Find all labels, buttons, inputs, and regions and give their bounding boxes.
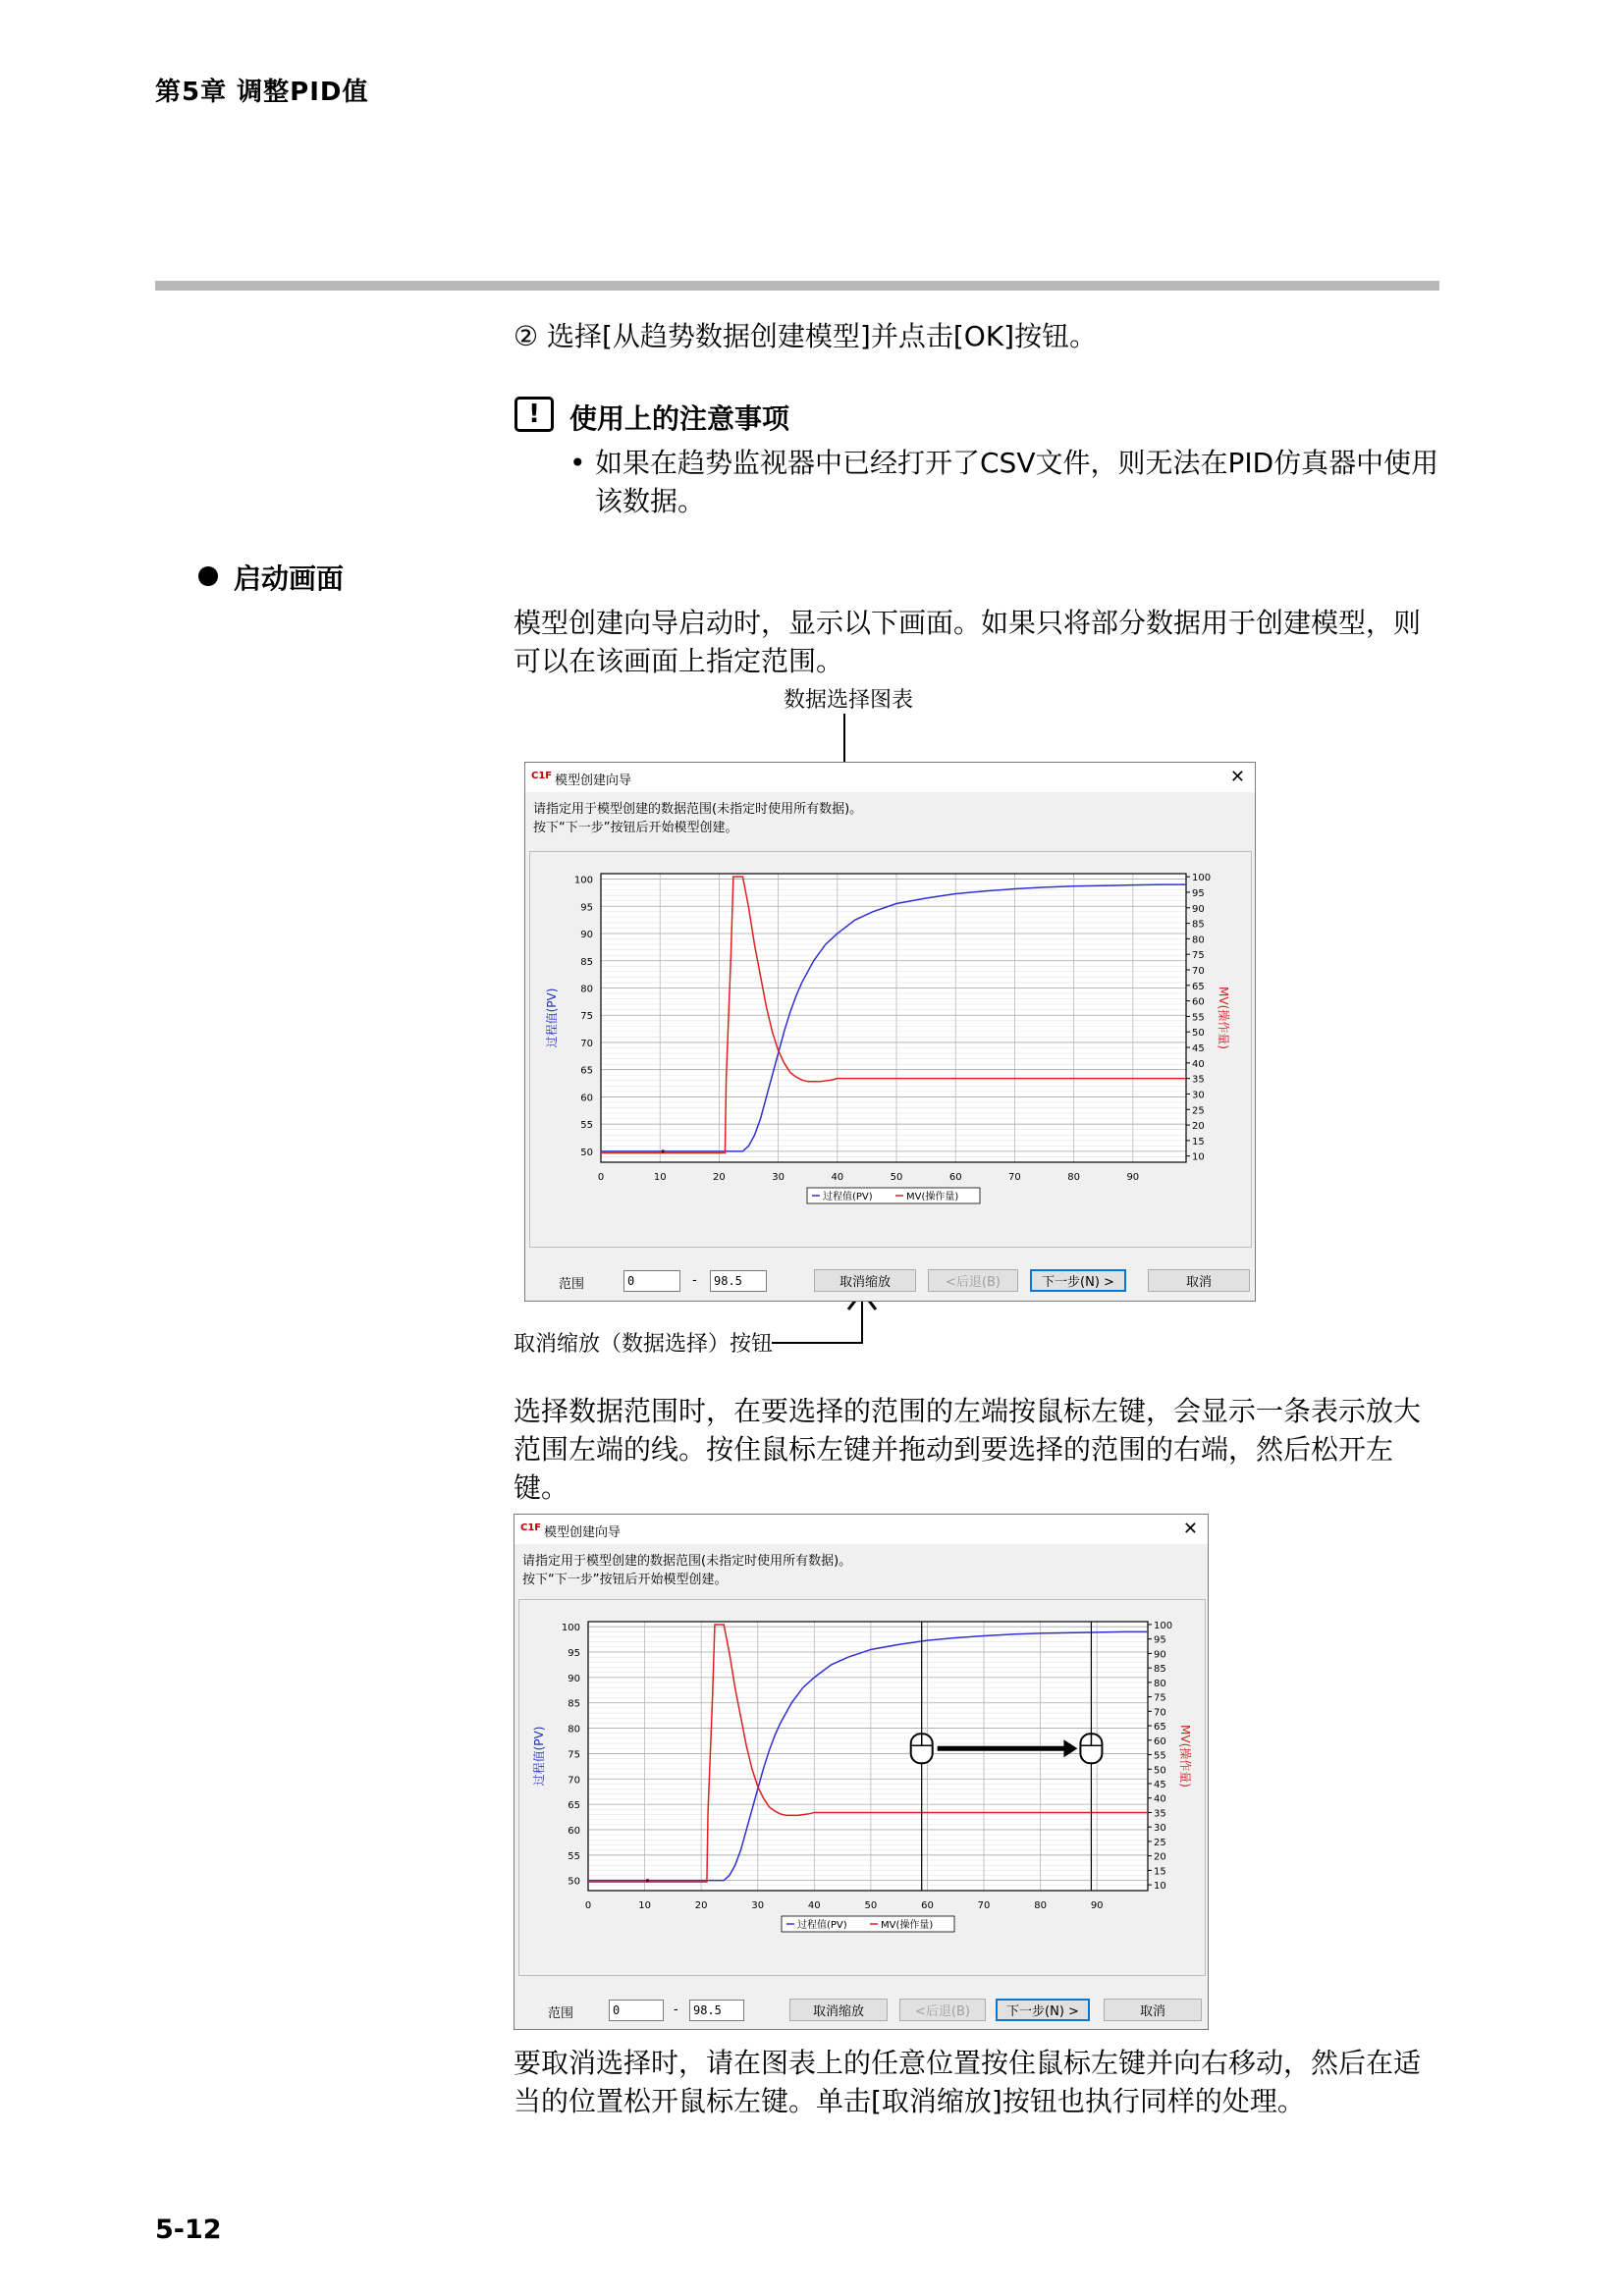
- x-tick-label: 0: [584, 1900, 592, 1911]
- y2-tick-label: 80: [1192, 934, 1205, 946]
- y2-tick-label: 50: [1192, 1028, 1205, 1040]
- y-tick-label: 60: [580, 1093, 593, 1104]
- range-start-input[interactable]: 0: [623, 1270, 680, 1292]
- y-tick-label: 75: [568, 1749, 580, 1761]
- range-end-input[interactable]: 98.5: [689, 2000, 744, 2021]
- y-tick-label: 95: [580, 902, 593, 914]
- dialog-message-line2: 按下“下一步”按钮后开始模型创建。: [533, 821, 738, 835]
- y2-tick-label: 85: [1192, 919, 1205, 931]
- data-selection-chart[interactable]: [519, 1600, 1207, 1977]
- dialog-message: [533, 800, 862, 837]
- mouse-icon: [911, 1734, 933, 1763]
- close-icon[interactable]: ✕: [1182, 1519, 1198, 1539]
- y-tick-label: 75: [580, 1011, 593, 1023]
- y2-tick-label: 30: [1154, 1823, 1166, 1835]
- x-tick-label: 40: [807, 1900, 821, 1911]
- y2-tick-label: 25: [1192, 1105, 1205, 1117]
- y2-tick-label: 10: [1192, 1151, 1205, 1163]
- y2-tick-label: 65: [1154, 1722, 1166, 1734]
- y2-tick-label: 55: [1154, 1750, 1166, 1762]
- y-tick-label: 70: [568, 1775, 580, 1787]
- cancel-paragraph: 要取消选择时，请在图表上的任意位置按住鼠标左键并向右移动，然后在适当的位置松开鼠标左键。单击[取消缩放]按钮也执行同样的处理。: [514, 2047, 1422, 2117]
- x-tick-label: 90: [1090, 1900, 1104, 1911]
- y-tick-label: 70: [580, 1038, 593, 1049]
- section-title: 启动画面: [234, 562, 345, 595]
- x-tick-label: 70: [977, 1900, 991, 1911]
- next-button[interactable]: 下一步(N) >: [996, 1999, 1090, 2021]
- intro-paragraph: 模型创建向导启动时，显示以下画面。如果只将部分数据用于创建模型，则可以在该画面上指定范围。: [514, 607, 1422, 677]
- cancel-button[interactable]: 取消: [1104, 1999, 1202, 2021]
- y2-tick-label: 60: [1154, 1735, 1166, 1747]
- dialog-title: 模型创建向导: [555, 774, 632, 788]
- x-tick-label: 10: [653, 1172, 667, 1183]
- cancel-button[interactable]: 取消: [1148, 1269, 1250, 1292]
- y-tick-label: 80: [580, 984, 593, 995]
- note-bullet-text: 如果在趋势监视器中已经打开了CSV文件，则无法在PID仿真器中使用该数据。: [595, 447, 1439, 517]
- y2-tick-label: 25: [1154, 1837, 1166, 1848]
- dialog-title: 模型创建向导: [544, 1525, 622, 1540]
- y-tick-label: 60: [568, 1825, 580, 1837]
- x-tick-label: 80: [1067, 1172, 1080, 1183]
- x-tick-label: 0: [597, 1172, 605, 1183]
- unzoom-button[interactable]: 取消缩放: [814, 1269, 916, 1292]
- page-number: 5-12: [155, 2215, 222, 2245]
- step-2-text: ② 选择[从趋势数据创建模型]并点击[OK]按钮。: [514, 320, 1098, 352]
- app-logo-icon: C1F: [520, 1522, 542, 1533]
- data-marker: [646, 1879, 649, 1882]
- y2-tick-label: 70: [1192, 966, 1205, 977]
- dialog-message-line2: 按下“下一步”按钮后开始模型创建。: [522, 1573, 728, 1587]
- x-tick-label: 60: [921, 1900, 934, 1911]
- model-wizard-dialog-selection: [514, 1514, 1209, 2030]
- y2-tick-label: 95: [1192, 887, 1205, 899]
- range-start-input[interactable]: 0: [609, 2000, 664, 2021]
- data-marker: [662, 1149, 665, 1152]
- x-tick-label: 70: [1008, 1172, 1021, 1183]
- y2-tick-label: 70: [1154, 1707, 1166, 1719]
- x-tick-label: 90: [1126, 1172, 1140, 1183]
- y-tick-label: 90: [580, 930, 593, 941]
- x-tick-label: 60: [948, 1172, 962, 1183]
- range-end-input[interactable]: 98.5: [710, 1270, 767, 1292]
- chapter-title: 第5章 调整PID值: [155, 78, 369, 107]
- chart-frame: [518, 1599, 1206, 1976]
- y2-tick-label: 30: [1192, 1090, 1205, 1101]
- y2-axis-title: MV(操作量): [1178, 1725, 1192, 1788]
- warning-icon: !: [514, 397, 554, 432]
- selection-paragraph: 选择数据范围时，在要选择的范围的左端按鼠标左键，会显示一条表示放大范围左端的线。按住鼠标左键并拖动到要选择的范围的右端，然后松开左键。: [514, 1395, 1422, 1504]
- x-tick-label: 30: [772, 1172, 785, 1183]
- x-tick-label: 30: [751, 1900, 765, 1911]
- y2-tick-label: 50: [1154, 1765, 1166, 1777]
- next-button[interactable]: 下一步(N) >: [1030, 1269, 1126, 1292]
- y2-tick-label: 60: [1192, 996, 1205, 1008]
- mouse-icon: [1080, 1734, 1102, 1763]
- back-button[interactable]: <后退(B): [928, 1269, 1018, 1292]
- y2-tick-label: 10: [1154, 1881, 1166, 1893]
- back-button[interactable]: <后退(B): [899, 1999, 986, 2021]
- x-tick-label: 20: [694, 1900, 708, 1911]
- legend-label: 过程值(PV): [823, 1192, 873, 1202]
- chart-frame: [529, 851, 1252, 1248]
- y2-tick-label: 35: [1192, 1074, 1205, 1086]
- y-tick-label: 85: [568, 1698, 580, 1710]
- close-icon[interactable]: ✕: [1229, 767, 1245, 787]
- y2-tick-label: 90: [1154, 1649, 1166, 1661]
- y2-tick-label: 45: [1192, 1043, 1205, 1055]
- y-tick-label: 50: [568, 1876, 580, 1888]
- y-tick-label: 80: [568, 1724, 580, 1735]
- data-selection-chart[interactable]: [530, 852, 1253, 1249]
- bullet-dot: •: [569, 447, 586, 479]
- y2-tick-label: 15: [1192, 1136, 1205, 1148]
- y2-tick-label: 55: [1192, 1012, 1205, 1024]
- y-tick-label: 85: [580, 956, 593, 968]
- dialog-titlebar[interactable]: [525, 763, 1255, 792]
- range-dash: -: [674, 2002, 678, 2017]
- y2-tick-label: 35: [1154, 1808, 1166, 1820]
- y2-tick-label: 45: [1154, 1779, 1166, 1790]
- dialog-message-line1: 请指定用于模型创建的数据范围(未指定时使用所有数据)。: [533, 802, 863, 817]
- y2-tick-label: 85: [1154, 1664, 1166, 1676]
- annotation-chart: 数据选择图表: [784, 688, 914, 713]
- range-label: 范围: [559, 1277, 585, 1292]
- y-axis-title: 过程值(PV): [532, 1726, 546, 1787]
- y2-tick-label: 90: [1192, 903, 1205, 915]
- y2-tick-label: 20: [1154, 1851, 1166, 1863]
- y-tick-label: 100: [573, 875, 593, 886]
- y-tick-label: 50: [580, 1147, 593, 1158]
- x-tick-label: 80: [1034, 1900, 1047, 1911]
- dialog-titlebar[interactable]: [514, 1515, 1208, 1544]
- y-tick-label: 65: [568, 1800, 580, 1812]
- x-tick-label: 50: [864, 1900, 878, 1911]
- x-tick-label: 50: [890, 1172, 903, 1183]
- y2-tick-label: 40: [1192, 1058, 1205, 1070]
- y2-tick-label: 75: [1154, 1692, 1166, 1704]
- y-tick-label: 55: [580, 1120, 593, 1132]
- y2-tick-label: 65: [1192, 981, 1205, 992]
- y-tick-label: 65: [580, 1065, 593, 1077]
- y2-tick-label: 75: [1192, 950, 1205, 962]
- y2-tick-label: 100: [1192, 873, 1212, 884]
- y2-tick-label: 20: [1192, 1121, 1205, 1133]
- y-tick-label: 95: [568, 1648, 580, 1660]
- x-tick-label: 40: [831, 1172, 844, 1183]
- legend-label: MV(操作量): [881, 1920, 934, 1931]
- y-tick-label: 55: [568, 1850, 580, 1862]
- y2-tick-label: 15: [1154, 1866, 1166, 1878]
- model-wizard-dialog: [524, 762, 1256, 1302]
- annotation-unzoom: 取消缩放（数据选择）按钮: [514, 1332, 774, 1357]
- unzoom-button[interactable]: 取消缩放: [789, 1999, 888, 2021]
- y-tick-label: 100: [561, 1623, 580, 1634]
- range-dash: -: [692, 1273, 697, 1288]
- y2-tick-label: 80: [1154, 1678, 1166, 1689]
- range-label: 范围: [548, 2006, 574, 2021]
- legend-label: MV(操作量): [906, 1192, 959, 1202]
- x-tick-label: 10: [638, 1900, 651, 1911]
- y2-tick-label: 40: [1154, 1793, 1166, 1805]
- y2-tick-label: 95: [1154, 1634, 1166, 1646]
- dialog-message-line1: 请指定用于模型创建的数据范围(未指定时使用所有数据)。: [522, 1554, 852, 1569]
- app-logo-icon: C1F: [531, 771, 553, 781]
- y2-tick-label: 100: [1154, 1620, 1173, 1631]
- x-tick-label: 20: [713, 1172, 726, 1183]
- note-title: 使用上的注意事项: [569, 402, 790, 435]
- y2-axis-title: MV(操作量): [1217, 987, 1230, 1049]
- y-tick-label: 90: [568, 1673, 580, 1684]
- y-axis-title: 过程值(PV): [545, 988, 559, 1048]
- dialog-message: [522, 1552, 851, 1589]
- legend-label: 过程值(PV): [797, 1920, 847, 1931]
